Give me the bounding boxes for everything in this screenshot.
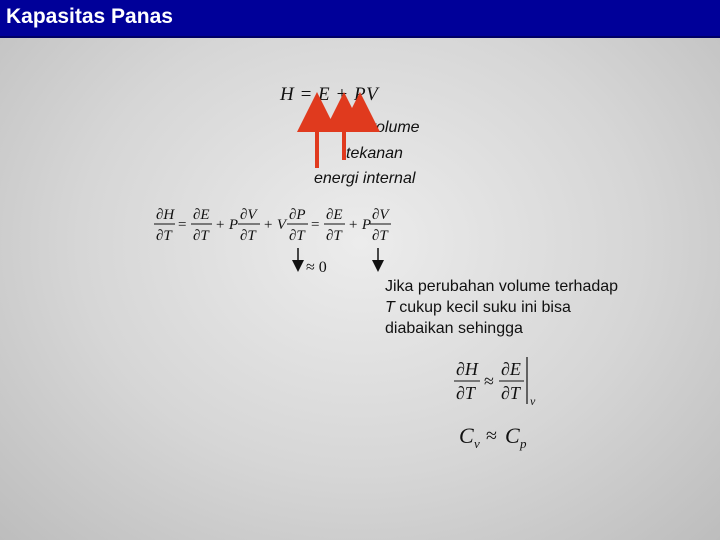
- derivative-equation: [154, 207, 391, 244]
- d-lhs-den: ∂T: [156, 228, 172, 244]
- d-t3-num: ∂P: [289, 207, 306, 223]
- r-rhs-num: ∂E: [501, 359, 521, 379]
- approx-zero: ≈ 0: [306, 259, 327, 276]
- result-equation: [454, 357, 536, 408]
- d-eq-1: =: [178, 217, 187, 233]
- d-t2-den: ∂T: [240, 228, 256, 244]
- d-t5-num: ∂V: [372, 207, 389, 223]
- r-lhs-den: ∂T: [456, 383, 475, 403]
- r-rhs-den: ∂T: [501, 383, 520, 403]
- explanation-line-2: [385, 297, 675, 318]
- d-plus-v: + V: [263, 217, 287, 233]
- label-energi-internal: energi internal: [314, 170, 416, 187]
- explanation-line-1: Jika perubahan volume terhadap: [385, 278, 619, 295]
- d-t5-den: ∂T: [372, 228, 388, 244]
- explanation-text: [385, 276, 675, 339]
- f-cv: C: [459, 423, 474, 448]
- d-plus-p-1: + P: [215, 217, 239, 233]
- d-t1-num: ∂E: [193, 207, 210, 223]
- final-equation: [459, 423, 527, 451]
- f-approx: ≈: [486, 425, 497, 447]
- explanation-line-2-rest: cukup kecil suku ini bisa: [394, 299, 571, 316]
- d-t1-den: ∂T: [193, 228, 209, 244]
- enthalpy-equation: H = E + PV: [280, 84, 379, 105]
- d-t4-den: ∂T: [326, 228, 342, 244]
- r-approx: ≈: [484, 371, 494, 391]
- label-volume: volume: [368, 119, 420, 136]
- f-cv-sub: v: [474, 436, 480, 451]
- slide-title: Kapasitas Panas: [6, 5, 173, 28]
- d-lhs-num: ∂H: [156, 207, 175, 223]
- r-lhs-num: ∂H: [456, 359, 478, 379]
- explanation-line-3: diabaikan sehingga: [385, 320, 523, 337]
- f-cp: C: [505, 423, 520, 448]
- d-t2-num: ∂V: [240, 207, 257, 223]
- label-tekanan: tekanan: [346, 145, 403, 162]
- r-subscript: v: [530, 394, 536, 408]
- d-t3-den: ∂T: [289, 228, 305, 244]
- d-plus-p-2: + P: [348, 217, 372, 233]
- f-cp-sub: p: [520, 436, 527, 451]
- explanation-var-t: T: [385, 299, 395, 316]
- d-eq-2: =: [311, 217, 320, 233]
- d-t4-num: ∂E: [326, 207, 343, 223]
